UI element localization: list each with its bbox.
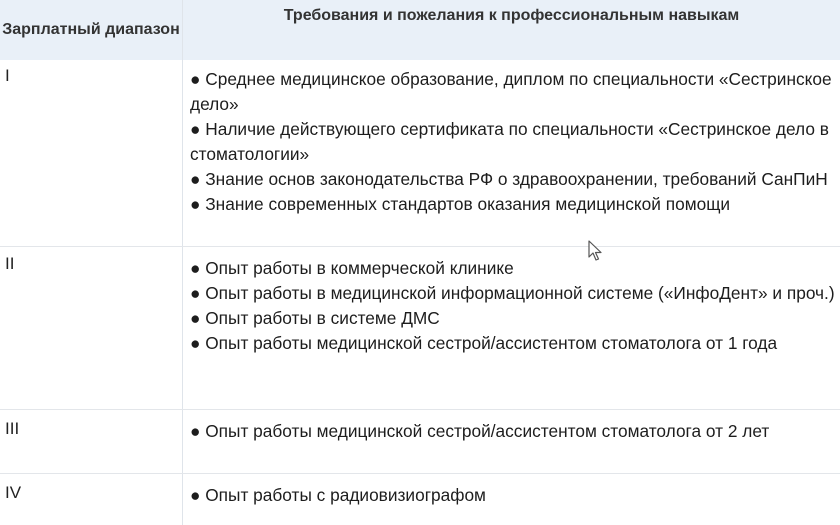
requirements-list bbox=[190, 67, 835, 217]
requirements-list bbox=[190, 419, 835, 444]
header-salary-range: Зарплатный диапазон bbox=[2, 21, 180, 38]
table-row bbox=[0, 474, 840, 525]
header-requirements: Требования и пожелания к профессиональным навыкам bbox=[283, 7, 740, 24]
requirement-item: ● Опыт работы в коммерческой клинике bbox=[190, 258, 514, 278]
salary-range-cell: IV bbox=[5, 483, 22, 502]
requirement-item: ● Знание основ законодательства РФ о здравоохранении, требований СанПиН bbox=[190, 169, 828, 189]
requirement-item: ● Опыт работы медицинской сестрой/ассистентом стоматолога от 1 года bbox=[190, 333, 778, 353]
requirement-item: ● Среднее медицинское образование, диплом по специальности «Сестринское дело» bbox=[190, 69, 832, 114]
requirement-item: ● Знание современных стандартов оказания медицинской помощи bbox=[190, 194, 731, 214]
requirement-item: ● Опыт работы в медицинской информационной системе («ИнфоДент» и проч.) bbox=[190, 283, 835, 303]
table-row bbox=[0, 410, 840, 473]
mouse-pointer-icon bbox=[588, 240, 602, 262]
table-row bbox=[0, 247, 840, 409]
salary-range-cell: III bbox=[5, 419, 20, 438]
salary-range-cell: I bbox=[5, 66, 10, 85]
requirement-item: ● Опыт работы в системе ДМС bbox=[190, 308, 440, 328]
requirement-item: ● Опыт работы с радиовизиографом bbox=[190, 485, 486, 505]
salary-range-cell: II bbox=[5, 254, 15, 273]
requirement-item: ● Наличие действующего сертификата по специальности «Сестринское дело в стоматологии» bbox=[190, 119, 829, 164]
requirements-list bbox=[190, 256, 835, 356]
table-header bbox=[0, 0, 840, 60]
requirement-item: ● Опыт работы медицинской сестрой/ассистентом стоматолога от 2 лет bbox=[190, 421, 770, 441]
requirements-list bbox=[190, 483, 835, 508]
table-row bbox=[0, 60, 840, 246]
